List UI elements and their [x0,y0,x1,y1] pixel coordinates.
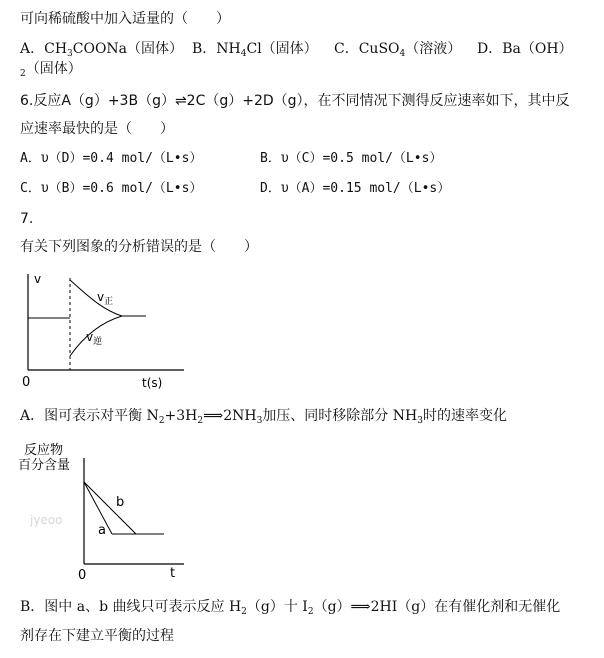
question-7-stem: 有关下列图象的分析错误的是（ ） [20,239,258,255]
q6-option-c[interactable]: C．υ（B）=0.6 mol/（L•s） [20,181,203,196]
q7-option-a[interactable]: A．图可表示对平衡 $N_2+3H_2⟹2NH_3$加压、同时移除部分 $NH_3$时的速率变化 [20,408,507,426]
q7-option-b-continued: 剂存在下建立平衡的过程 [20,628,174,644]
q5-option-d-continued: $_2$（固体） [20,61,82,79]
graph1-reverse-label: $v_逆$ [86,330,103,347]
graph1-x-axis-label: t(s) [142,376,163,390]
graph2-curve-a-label: a [98,523,106,538]
graph2-origin: 0 [78,568,87,583]
rate-time-graph [14,266,194,396]
question-6-stem-line1: 6.反应A（g）+3B（g）⇌2C（g）+2D（g），在不同情况下测得反应速率如下，其中反 [20,93,570,109]
graph1-forward-label: $v_正$ [97,290,114,307]
graph2-y-axis-label-line1: 反应物 [24,443,64,458]
q6-option-a[interactable]: A．υ（D）=0.4 mol/（L•s） [20,151,203,166]
q5-option-b[interactable]: B．$NH_4Cl$（固体） [192,41,318,59]
reactant-content-graph [14,438,194,586]
q5-option-a[interactable]: A．$CH_3COONa$（固体） [20,41,184,59]
graph2-y-axis-label-line2: 百分含量 [18,458,71,473]
q6-option-b[interactable]: B．υ（C）=0.5 mol/（L•s） [260,151,443,166]
question-6-stem-line2: 应速率最快的是（ ） [20,121,174,137]
q5-option-c[interactable]: C．CuSO$_4$（溶液） [334,41,462,59]
question-5-stem: 可向稀硫酸中加入适量的（ ） [20,11,230,27]
graph1-origin: 0 [22,375,31,390]
graph1-y-axis-label: v [34,272,42,286]
q5-option-d[interactable]: D．Ba（OH） [477,41,573,57]
q6-option-d[interactable]: D．υ（A）=0.15 mol/（L•s） [260,181,451,196]
graph2-curve-b-label: b [116,495,125,510]
graph2-x-axis-label: t [170,566,176,581]
q7-option-b[interactable]: B．图中 a、b 曲线只可表示反应 $H_2(g)$十 $I_2(g)⟹2HI(g)$在有催化剂和无催化 [20,599,561,617]
graph2-watermark: jyeoo [30,513,63,527]
question-7-number: 7. [20,211,34,227]
